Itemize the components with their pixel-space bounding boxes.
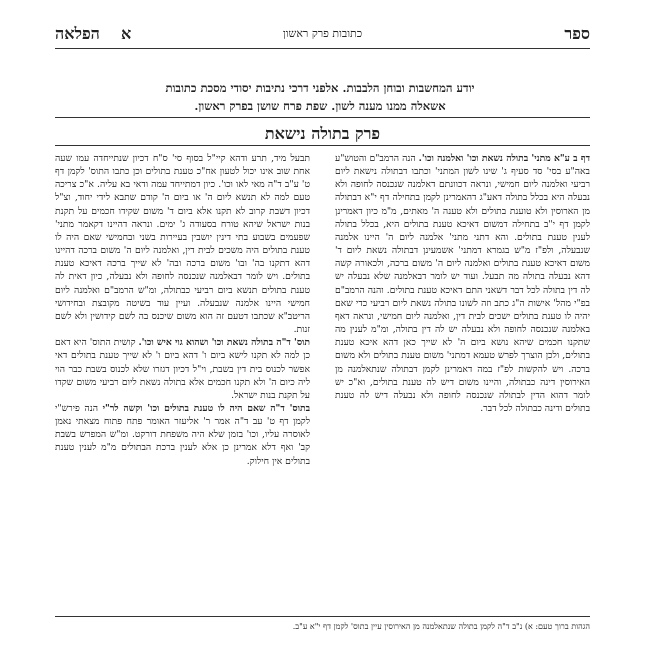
left-column-text: תבעל מיד, תרע ודהא קיי"ל בסוף סי' ס"ח דכיון שנתייחדה עמו שעה אחת שוב אינו יכול לטעון אח"כ טענת בתולים וכן כתבו התוס' לקמן דף ט' ע"ב ד"ה מאי לאו וכו'. כיון דמתייחד עמה ודאי בא עליה. א"כ צריכה טעם למה לא תנשא ליום ה' או ביום ה' קודם שתבא לידי יחוד, וצ"ל דכיון דשבת קרוב לא תקנו אלא ביום ד' משום שקידו חכמים על תקנת בנות ישראל שיהא טורח בסעודה ג' ימים. ונראה דהיינו דקאמר מתני' שפעמים בשבוע בתי דינין יושבין בעיירות בשני ובחמישי שאם היה לו טענת בתולים היה משכים לבית דין, ואלמנה ליום ה' משום ברכה דהיינו דהא דתקנו בה' ובו' משום ברכה ובה' לא שייך ברכה דאיכא טענת בתולים. ויש לומר דבאלמנה שנכנסה לחופה ולא נבעלה, כיון דאית לה טענת בתולים תנשא ביום רביעי כבתולה, ומ"ש הרמב"ם ואלמנה ליום חמישי היינו אלמנה שנבעלה. ועיין עוד בשיטה מקובצת ובחידושי הריטב"א שכתבו דטעם זה הוא משום שיכנס בה לשם קידושין ולא לשם זנות.	[55, 153, 310, 336]
title-rule-bottom	[55, 145, 590, 146]
right-column-text: הנה הרמב"ם והטוש"ע באה"ע בסי' סד סעיף ג' שינו לשון המתני' וכתבו דבתולה נישאת ליום רביעי ואלמנה ליום חמישי, ונראה דכוונתם דאלמנה שנכנסה לחופה ולא נבעלה היא בכלל בתולה דאע"ג דהאמרינן לקמן בתחילה דף י"א דבתולה מן הארוסין ולא טוענת בתולים ולא טענה ה' מאתים, מ"מ כיון דאמרינן לקמן דף י"ב בתחילה דמשום דאיכא טענת בתולים היא, בכלל בתולה לענין טענת בתולים. והא דתני מתני' אלמנה ליום ה' היינו אלמנה שנבעלה, ולפ"ז מ"ש בגמרא דמתני' אשמעינן דבתולה נשאת ליום ד' משום דאיכא טענת בתולים ואלמנה ליום ה' משום ברכה, ולכאורה קשה דהא נבעלה בתולה מה תבעל. ועוד יש לומר דבאלמנה שלא נבעלה יש לה דין בתולה לכל דבר דשאני התם דאיכא טענת בתולים. והנה הרמב"ם בפ"י מהל' אישות ה"ג כתב וזה לשונו בתולה נשאת ליום רביעי כדי שאם יהיה לו טענת בתולים ישכים לבית דין, ואלמנה ליום חמישי, ונראה דאף באלמנה שנכנסה לחופה ולא נבעלה יש לה דין בתולה, ומ"מ לענין מה שתקנו חכמים שיהא נושא ביום ה' לא שייך כאן דהא איכא טענת בתולים, ולכן הוצרך לפרש טעמא דמתני' משום טענת בתולים ולא משום ברכה. ויש להקשות לפ"ז במה דאמרינן לקמן דבתולה שנתאלמנה מן האירוסין דינה כבתולה, והיינו משום דיש לה טענת בתולים, וא"כ יש לומר דהוא הדין לבתולה שנכנסה לחופה ולא נבעלה דיש לה טענת בתולים ודינה כבתולה לכל דבר.	[335, 153, 590, 414]
tosafot-2-lead: בתוס' ד"ה שאם היה לו טענת בתולים וכו' וקשה לר"י	[102, 402, 310, 414]
intro-line-2: אשאלה ממנו מענה לשון. שפת פרח שושן בפרק ראשון.	[194, 99, 446, 113]
header-section-and-page	[55, 24, 131, 44]
header-section-name: הפלאה	[55, 24, 100, 43]
header-page-letter: א	[121, 24, 132, 43]
title-rule-top	[55, 117, 590, 118]
tosafot-1-lead: תוס' ד"ה בתולה נשאת וכו' ושהוא גוי איש וכו'.	[138, 337, 310, 349]
footnote: הגהות ברוך טעם: א) נ"ב ד"ה לקמן בתולה שנתאלמנה מן האירוסין עיין בתוס' לקמן דף י"א ע"ב.	[292, 622, 590, 631]
intro-line-1: יודע המחשבות ובוחן הלבבות. אלפני דרכי נתיבות יסודי מסכת כתובות	[165, 81, 475, 95]
header-running-title: כתובות פרק ראשון	[282, 27, 363, 40]
header-rule	[55, 48, 590, 49]
page-header	[55, 24, 590, 46]
tosafot-1-text: קושית התוס' היא דאם כן למה לא תקנו לישא ביום ו' דהא ביום ו' לא שייך טענת בתולים דאי אפשר לכנוס בית דין בשבת, וי"ל דכיון דגזרו שלא לכנוס בשבת כבר הוי ליה כיום ה' ולא תקנו חכמים אלא בתולה נשאת ליום רביעי משום שקדו על תקנת בנות ישראל.	[55, 337, 310, 401]
footnote-rule	[55, 616, 590, 617]
chapter-title: פרק בתולה נישאת	[264, 124, 381, 143]
tosafot-paragraph-2	[55, 402, 310, 468]
tosafot-paragraph-1	[55, 336, 310, 402]
document-page	[55, 24, 590, 631]
right-column-paragraph	[335, 152, 590, 415]
intro-text	[85, 79, 555, 115]
right-column	[335, 152, 590, 607]
left-column	[55, 152, 310, 607]
right-column-lead: דף ב ע"א מתני' בתולה נשאת וכו' ואלמנה וכו'.	[418, 153, 590, 164]
header-book-name: ספר	[564, 24, 590, 43]
tosafot-2-text: הנה פירש"י לקמן דף ט' עב ד"ה אמר ר' אליעזר האומר פתח פתוח מצאתי נאמן לאוסרה עליו, וכו' בזמן שלא היה משפחת דורקט. ומ"ש המפרש בשבת קב' ואף דלא אמרינן כן אלא לענין ברכת הבתולים מ"מ לענין טענת בתולים אין חילוק.	[55, 402, 310, 467]
